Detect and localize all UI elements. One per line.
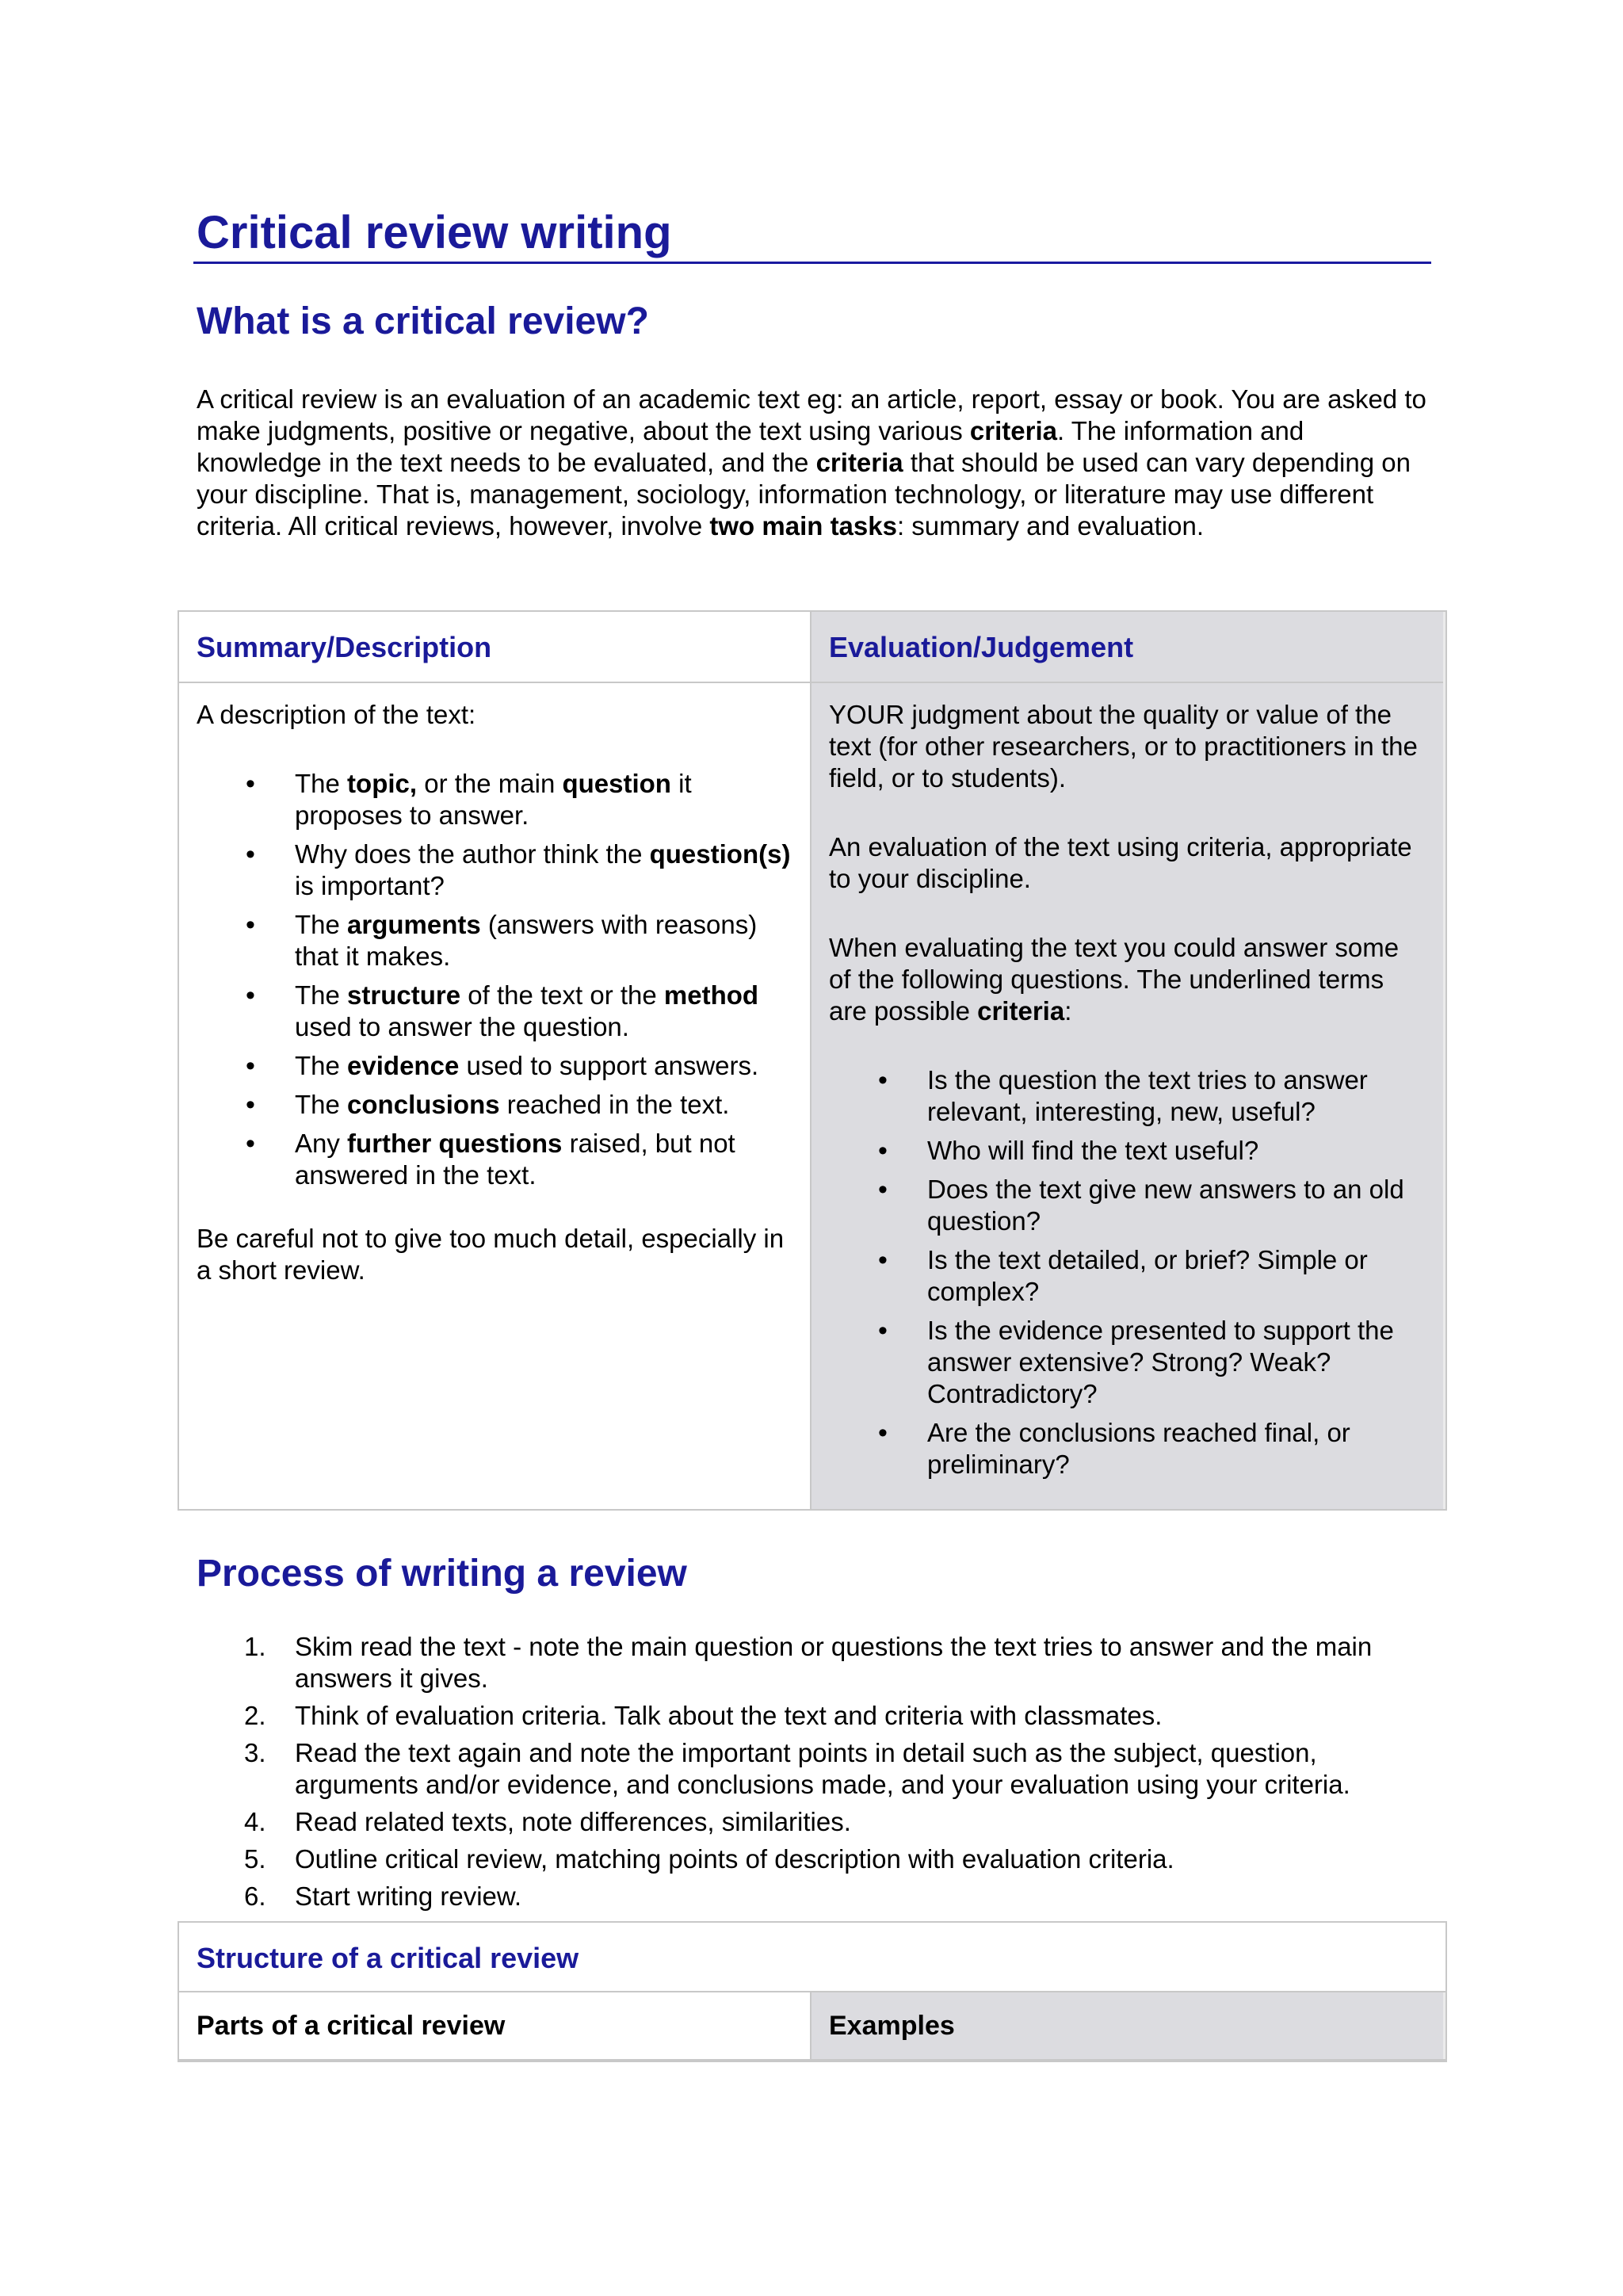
evaluation-header-cell: [812, 612, 1443, 683]
summary-header: Summary/Description: [197, 631, 492, 663]
list-item: • Any further questions raised, but not answered in the text.: [197, 1128, 794, 1191]
summary-closing: Be careful not to give too much detail, especially in a short review.: [197, 1224, 785, 1285]
summary-lead: A description of the text:: [197, 700, 476, 729]
parts-header: Parts of a critical review: [197, 2011, 506, 2041]
parts-header-cell: [179, 1992, 812, 2059]
evaluation-header: Evaluation/Judgement: [829, 631, 1134, 663]
list-item: • The structure of the text or the method used to answer the question.: [197, 980, 794, 1043]
list-item: • The arguments (answers with reasons) that it makes.: [197, 909, 794, 972]
summary-header-cell: [179, 612, 810, 683]
list-item: • The conclusions reached in the text.: [197, 1089, 794, 1121]
list-item: • Does the text give new answers to an old question?: [829, 1174, 1427, 1237]
list-item: 3. Read the text again and note the important points in detail such as the subject, question, arguments and/or evidence, and conclusions made, and your evaluation using your criteria.: [244, 1738, 1350, 1799]
evaluation-list: [829, 1064, 1427, 1480]
evaluation-paragraph-3: When evaluating the text you could answer some of the following questions. The underlined terms are possible criteria:: [829, 933, 1400, 1026]
comparison-table: [178, 610, 1447, 1511]
list-item: 5. Outline critical review, matching points of description with evaluation criteria.: [244, 1844, 1174, 1874]
structure-title-row: [179, 1923, 1445, 1992]
structure-table: [178, 1921, 1447, 2062]
summary-column: [179, 612, 812, 1509]
evaluation-body: [829, 699, 1427, 1488]
list-item: 4. Read related texts, note differences, similarities.: [244, 1807, 851, 1836]
heading-process: Process of writing a review: [197, 1553, 687, 1595]
evaluation-paragraph-2: An evaluation of the text using criteria, appropriate to your discipline.: [829, 832, 1412, 893]
list-item: • Is the evidence presented to support the answer extensive? Strong? Weak? Contradictory?: [829, 1315, 1427, 1410]
list-item: 2. Think of evaluation criteria. Talk about the text and criteria with classmates.: [244, 1701, 1163, 1730]
intro-paragraph: A critical review is an evaluation of an academic text eg: an article, report, essay or book. You are asked to make judgments, positive or negative, about the text using various criteria. The information and knowledge in the text needs to be evaluated, and the criteria that should be used can vary depending on your discipline. That is, management, sociology, information technology, or literature may use different criteria. All critical reviews, however, involve two main tasks: summary and evaluation.: [197, 384, 1426, 541]
list-item: • Are the conclusions reached final, or preliminary?: [829, 1417, 1427, 1480]
examples-header-cell: [812, 1992, 1445, 2059]
list-item: • Who will find the text useful?: [829, 1135, 1427, 1167]
list-item: • The topic, or the main question it proposes to answer.: [197, 768, 794, 831]
list-item: • Why does the author think the question(s) is important?: [197, 839, 794, 902]
evaluation-column: [812, 612, 1445, 1509]
list-item: • Is the question the text tries to answer relevant, interesting, new, useful?: [829, 1064, 1427, 1128]
examples-header: Examples: [829, 2011, 955, 2041]
list-item: 6. Start writing review.: [244, 1881, 522, 1911]
list-item: 1. Skim read the text - note the main question or questions the text tries to answer and the main answers it gives.: [244, 1632, 1373, 1693]
process-steps-list: [197, 1631, 1433, 1918]
summary-list: [197, 768, 794, 1191]
list-item: • Is the text detailed, or brief? Simple or complex?: [829, 1244, 1427, 1308]
document-title: Critical review writing: [197, 207, 672, 258]
title-rule: [193, 201, 1431, 264]
heading-what-is-critical-review: What is a critical review?: [197, 300, 649, 342]
evaluation-paragraph-1: YOUR judgment about the quality or value of the text (for other researchers, or to practitioners in the field, or to students).: [829, 700, 1418, 793]
summary-body: [197, 699, 794, 1286]
structure-title: Structure of a critical review: [197, 1942, 579, 1974]
list-item: • The evidence used to support answers.: [197, 1050, 794, 1082]
